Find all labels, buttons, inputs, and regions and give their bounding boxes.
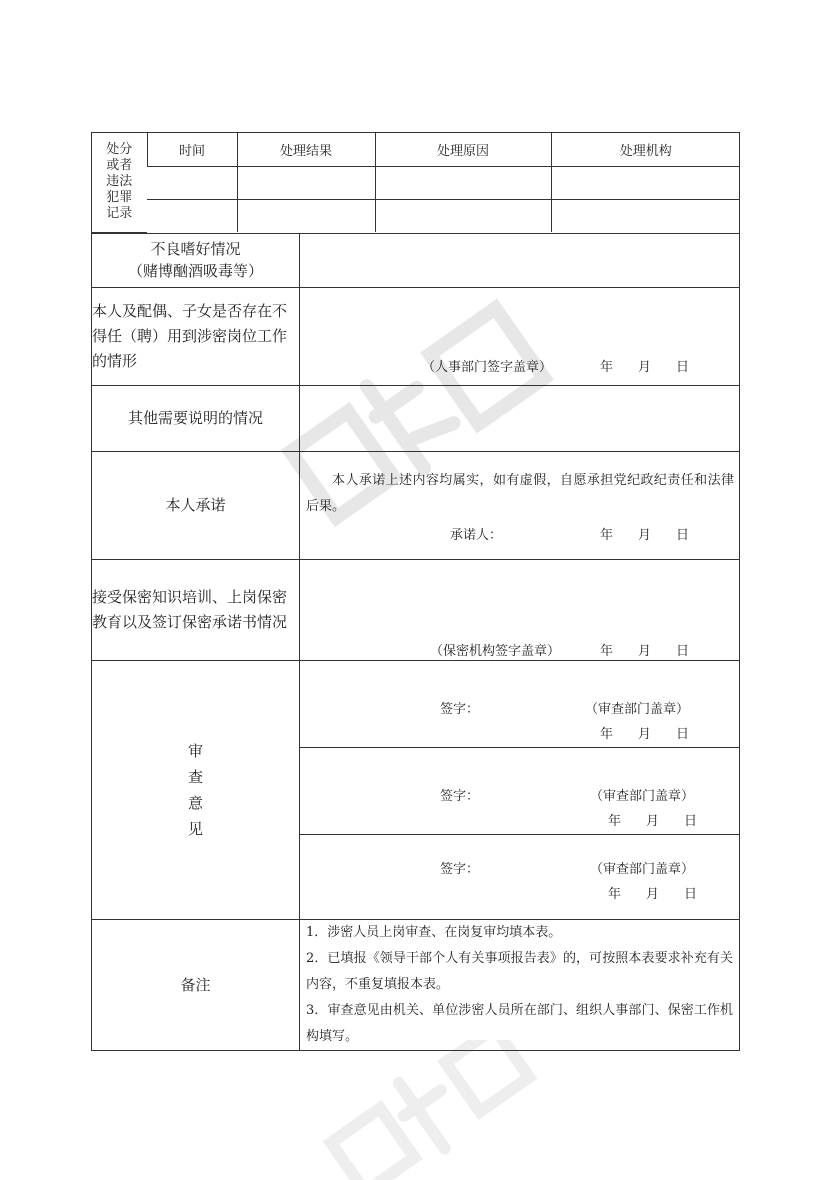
header-agency: 处理机构 xyxy=(551,133,740,166)
review-label-char: 审 xyxy=(187,741,203,760)
record-agency-cell[interactable] xyxy=(551,166,740,199)
secrecy-sign-label: （保密机构签字盖章） xyxy=(430,643,561,659)
habits-row xyxy=(92,233,740,287)
date-month: 月 xyxy=(638,359,652,375)
header-reason: 处理原因 xyxy=(375,133,551,166)
record-agency-cell[interactable] xyxy=(551,199,740,232)
review-label-char: 查 xyxy=(187,767,203,786)
note-item: 2．已填报《领导干部个人有关事项报告表》的，可按照本表要求补充有关内容，不重复填报本表。 xyxy=(306,950,733,992)
habits-label xyxy=(92,233,300,287)
habits-label-sub: （赌博酗酒吸毒等） xyxy=(127,262,263,280)
watermark-logo-bottom xyxy=(300,1040,560,1180)
date-year: 年 xyxy=(600,527,614,543)
record-time-cell[interactable] xyxy=(147,166,237,199)
record-entry-row xyxy=(92,199,740,232)
review-block[interactable] xyxy=(300,661,739,748)
training-value-cell[interactable] xyxy=(300,559,740,660)
training-label: 接受保密知识培训、上岗保密教育以及签订保密承诺书情况 xyxy=(92,559,300,660)
review-seal-label: （审查部门盖章） xyxy=(590,788,695,804)
date-month: 月 xyxy=(638,643,652,659)
date-day: 日 xyxy=(676,359,690,375)
promise-label: 本人承诺 xyxy=(92,451,300,559)
other-row xyxy=(92,385,740,451)
record-label-line: 违法 xyxy=(106,174,133,190)
date-month: 月 xyxy=(638,527,652,543)
date-year: 年 xyxy=(600,726,614,742)
record-entry-row xyxy=(92,166,740,199)
date-day: 日 xyxy=(676,527,690,543)
review-sign-label: 签字： xyxy=(440,701,480,717)
record-reason-cell[interactable] xyxy=(375,166,551,199)
habits-value-cell[interactable] xyxy=(300,233,740,287)
unfit-row xyxy=(92,287,740,385)
promise-signer-label: 承诺人： xyxy=(450,527,503,543)
record-label-line: 或者 xyxy=(106,158,133,174)
promise-value-cell xyxy=(300,451,740,559)
review-seal-label: （审查部门盖章） xyxy=(590,861,695,877)
review-block[interactable] xyxy=(300,835,739,919)
record-result-cell[interactable] xyxy=(237,199,375,232)
record-subtable xyxy=(92,133,740,233)
review-sign-label: 签字： xyxy=(440,861,480,877)
notes-cell xyxy=(300,919,740,1050)
review-block[interactable] xyxy=(300,748,739,835)
record-time-cell[interactable] xyxy=(147,199,237,232)
habits-label-main: 不良嗜好情况 xyxy=(150,240,241,258)
date-day: 日 xyxy=(676,726,690,742)
record-row xyxy=(92,133,740,234)
hr-sign-label: （人事部门签字盖章） xyxy=(422,359,553,375)
review-value-cell xyxy=(300,660,740,919)
promise-text: 本人承诺上述内容均属实，如有虚假，自愿承担党纪政纪责任和法律后果。 xyxy=(306,472,734,514)
header-result: 处理结果 xyxy=(237,133,375,166)
record-label-line: 犯罪 xyxy=(106,190,133,206)
notes-row xyxy=(92,919,740,1050)
record-label-line: 记录 xyxy=(106,206,133,222)
record-reason-cell[interactable] xyxy=(375,199,551,232)
note-item: 3．审查意见由机关、单位涉密人员所在部门、组织人事部门、保密工作机构填写。 xyxy=(306,1002,733,1044)
record-label xyxy=(92,133,147,232)
date-day: 日 xyxy=(676,643,690,659)
review-sign-label: 签字： xyxy=(440,788,480,804)
promise-row xyxy=(92,451,740,559)
other-label: 其他需要说明的情况 xyxy=(92,385,300,451)
date-month: 月 xyxy=(646,886,660,902)
notes-label: 备注 xyxy=(92,919,300,1050)
note-item: 1．涉密人员上岗审查、在岗复审均填本表。 xyxy=(306,924,562,940)
other-value-cell[interactable] xyxy=(300,385,740,451)
review-label-char: 意 xyxy=(187,793,203,812)
date-year: 年 xyxy=(600,359,614,375)
date-year: 年 xyxy=(600,643,614,659)
record-result-cell[interactable] xyxy=(237,166,375,199)
date-month: 月 xyxy=(638,726,652,742)
date-month: 月 xyxy=(646,813,660,829)
date-year: 年 xyxy=(608,813,622,829)
record-label-line: 处分 xyxy=(106,142,133,158)
review-form-table xyxy=(91,132,740,1051)
review-row xyxy=(92,660,740,919)
review-label-char: 见 xyxy=(187,819,203,838)
review-seal-label: （审查部门盖章） xyxy=(585,701,690,717)
header-time: 时间 xyxy=(147,133,237,166)
date-day: 日 xyxy=(684,813,698,829)
date-year: 年 xyxy=(608,886,622,902)
training-row xyxy=(92,559,740,660)
unfit-value-cell[interactable] xyxy=(300,287,740,385)
review-label xyxy=(92,660,300,919)
date-day: 日 xyxy=(684,886,698,902)
unfit-label: 本人及配偶、子女是否存在不得任（聘）用到涉密岗位工作的情形 xyxy=(92,287,300,385)
